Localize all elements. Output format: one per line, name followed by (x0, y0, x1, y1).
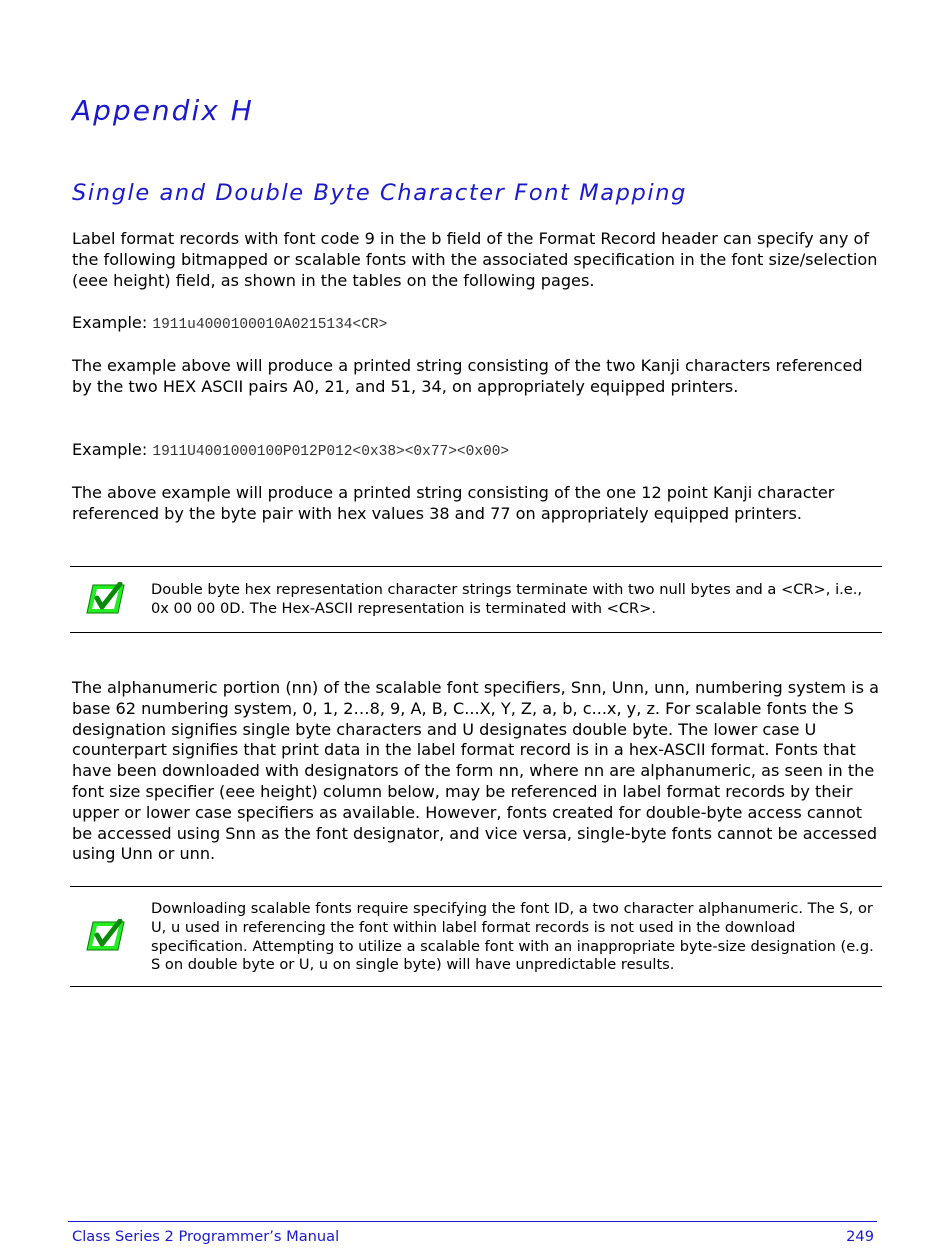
example-1-code: 1911u4000100010A0215134<CR> (152, 317, 388, 333)
example-2-description: The above example will produce a printed string consisting of the one 12 point Kanji character referenced by the byte pair with hex values 38 and 77 on appropriately equipped printers. (72, 483, 835, 523)
note-1-text: Double byte hex representation character strings terminate with two null bytes and a <CR>, i.e., 0x 00 00 0D. The Hex-ASCII representation is terminated with <CR>. (151, 581, 863, 617)
example-1-description: The example above will produce a printed string consisting of the two Kanji characters referenced by the two HEX ASCII pairs A0, 21, and 51, 34, on appropriately equipped printers. (72, 356, 863, 396)
intro-paragraph: Label format records with font code 9 in the b field of the Format Record header can specify any of the following bitmapped or scalable fonts with the associated specification in the font size/selection (eee height) field, as shown in the tables on the following pages. (72, 229, 878, 290)
alphanumeric-paragraph: The alphanumeric portion (nn) of the scalable font specifiers, Snn, Unn, unn, numbering system is a base 62 numbering system, 0, 1, 2…8, 9, A, B, C...X, Y, Z, a, b, c...x, y, z. For scalable fonts the S designation signifies single byte characters and U designates double byte. The lower case U counterpart signifies that print data in the label format record is in a hex-ASCII format. Fonts that have been downloaded with designators of the form nn, where nn are alphanumeric, as seen in the font size specifier (eee height) column below, may be referenced in label format records by their upper or lower case specifiers as available. However, fonts created for double-byte access cannot be accessed using Snn as the font designator, and vice versa, single-byte fonts cannot be accessed using Unn or unn. (72, 678, 879, 864)
note-box-2 (70, 886, 882, 987)
example-2-label: Example: (72, 440, 148, 459)
check-box-icon (84, 582, 128, 616)
appendix-title: Appendix H (72, 94, 254, 127)
check-box-icon (84, 919, 128, 953)
example-1-label: Example: (72, 313, 148, 332)
footer-manual-title: Class Series 2 Programmer’s Manual (72, 1228, 340, 1245)
example-2 (72, 440, 882, 463)
footer-page-number: 249 (846, 1228, 874, 1245)
note-2-text: Downloading scalable fonts require specifying the font ID, a two character alphanumeric. The S, or U, u used in referencing the font within label format records is not used in the download specification. Attempting to utilize a scalable font with an inappropriate byte-size designation (e.g. S on double byte or U, u on single byte) will have unpredictable results. (151, 900, 874, 974)
section-title: Single and Double Byte Character Font Mapping (72, 180, 687, 206)
example-2-code: 1911U4001000100P012P012<0x38><0x77><0x00> (152, 444, 510, 460)
example-1 (72, 313, 882, 336)
note-box-1 (70, 566, 882, 633)
footer-rule (68, 1221, 877, 1222)
